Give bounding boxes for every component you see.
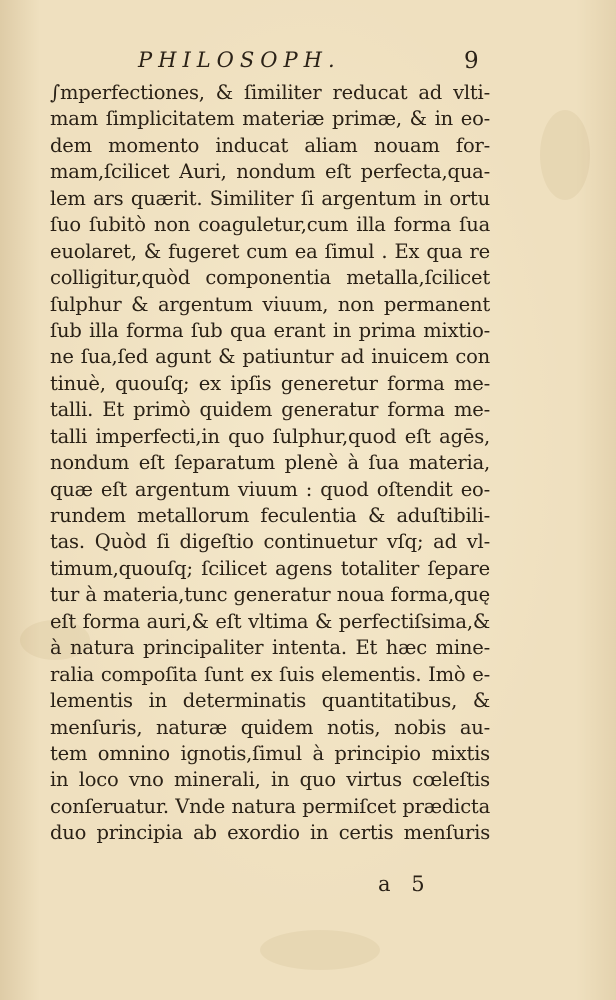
page-number: 9 [464,48,479,74]
text-line: tem omnino ignotis,ſimul à principio mixtis [50,741,490,765]
text-line: rundem metallorum feculentia & aduſtibili- [50,504,490,527]
text-line: menſuris, naturæ quidem notis, nobis au- [50,715,490,739]
text-line: duo principia ab exordio in certis menſuris [50,821,490,845]
text-line: talli. Et primò quidem generatur forma me- [50,398,490,422]
text-line: tinuè, quouſq; ex ipſis generetur forma me- [50,371,490,395]
text-line: in loco vno minerali, in quo virtus cœleſtis [50,768,490,792]
page-footer [0,872,616,902]
text-line: conſeruatur. Vnde natura permiſcet prædicta [50,794,490,818]
text-line: euolaret, & fugeret cum ea ſimul . Ex qua re [50,239,490,263]
text-line: eſt forma auri,& eſt vltima & perfectiſsima,& [50,609,490,633]
text-line: ſuo ſubitò non coaguletur,cum illa forma ſua [50,213,490,237]
signature-mark: a 5 [378,872,425,896]
text-line: quæ eſt argentum viuum : quod oſtendit eo- [50,477,490,501]
paper-stain [260,930,380,970]
running-head: PHILOSOPH. [138,48,341,72]
text-line: ſulphur & argentum viuum, non permanent [50,292,490,316]
text-line: ∫mperfectiones, & ſimiliter reducat ad vlti- [50,81,490,104]
text-line: mam ſimplicitatem materiæ primæ, & in eo- [50,107,490,131]
text-line: timum,quouſq; ſcilicet agens totaliter ſepare [50,556,490,580]
text-line: dem momento inducat aliam nouam for- [50,133,490,157]
body-text [50,80,490,847]
text-line: ſub illa forma ſub qua erant in prima mixtio- [50,318,490,342]
text-line: ralia compoſita ſunt ex ſuis elementis. Imò e- [50,662,490,686]
text-line: talli imperfecti,in quo ſulphur,quod eſt agēs, [50,424,490,448]
text-line: tas. Quòd ſi digeſtio continuetur vſq; ad vl- [50,530,490,554]
page-header [0,46,616,80]
text-line: mam,ſcilicet Auri, nondum eſt perfecta,qua- [50,160,490,184]
text-line: colligitur,quòd componentia metalla,ſcilicet [50,266,490,290]
text-line: lem ars quærit. Similiter ſi argentum in ortu [50,186,490,210]
text-line: nondum eſt ſeparatum plenè à ſua materia, [50,451,490,475]
text-line: ne ſua,ſed agunt & patiuntur ad inuicem con [50,345,490,369]
text-line: à natura principaliter intenta. Et hæc mine- [50,636,490,660]
paper-stain [540,110,590,200]
text-line: tur à materia,tunc generatur noua forma,quę [50,583,490,607]
text-line: lementis in determinatis quantitatibus, & [50,689,490,713]
